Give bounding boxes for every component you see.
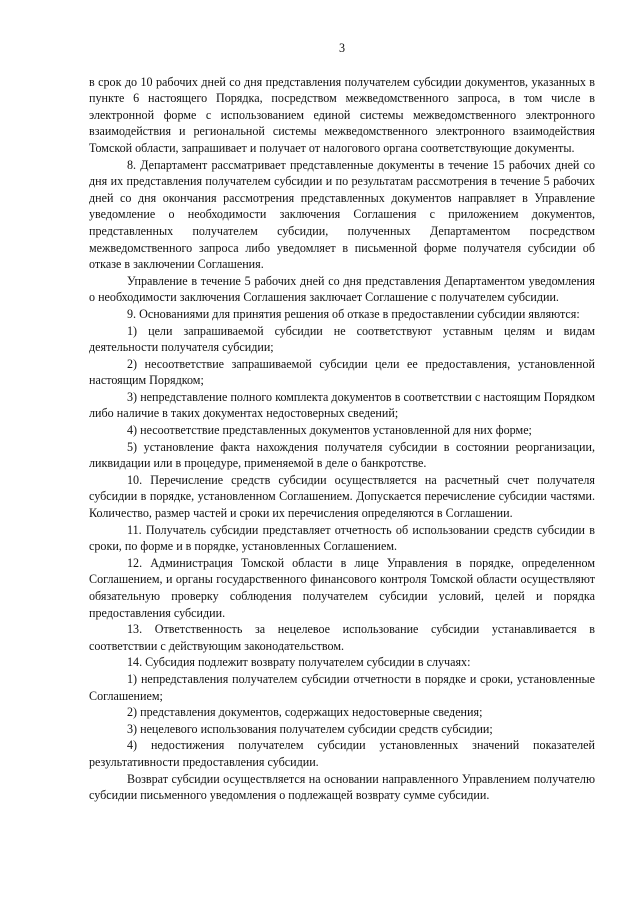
list-item-return-2: 2) представления документов, содержащих недостоверные сведения; xyxy=(127,705,483,720)
paragraph-item-9: 9. Основаниями для принятия решения об отказе в предоставлении субсидии являются: xyxy=(127,306,580,321)
paragraph-return-procedure: Возврат субсидии осуществляется на основании направленного Управлением получателю субсидии письменного уведомления о подлежащей возврату сумме субсидии. xyxy=(89,771,595,803)
paragraph-item-12: 12. Администрация Томской области в лице Управления в порядке, определенном Соглашением, и органы государственного финансового контроля Томской области осуществляют обязательную проверку соблюдения получателем субсидии условий, целей и порядка предоставления субсидии. xyxy=(89,555,595,620)
paragraph-agreement-conclusion: Управление в течение 5 рабочих дней со дня представления Департаментом уведомления о необходимости заключения Соглашения заключает Соглашение с получателем субсидии. xyxy=(89,273,595,305)
list-item-refusal-2: 2) несоответствие запрашиваемой субсидии цели ее предоставления, установленной настоящим Порядком; xyxy=(89,356,595,388)
list-item-refusal-4: 4) несоответствие представленных документов установленной для них форме; xyxy=(127,423,532,438)
list-item-refusal-1: 1) цели запрашиваемой субсидии не соответствуют уставным целям и видам деятельности получателя субсидии; xyxy=(89,323,595,355)
list-item-return-1: 1) непредставления получателем субсидии отчетности в порядке и сроки, установленные Соглашением; xyxy=(89,671,595,703)
paragraph-item-10: 10. Перечисление средств субсидии осуществляется на расчетный счет получателя субсидии в порядке, установленном Соглашением. Допускается перечисление субсидии частями. Количество, размер частей и сроки их перечисления определяются в Соглашении. xyxy=(89,472,595,521)
paragraph-item-13: 13. Ответственность за нецелевое использование субсидии устанавливается в соответствии с действующим законодательством. xyxy=(89,622,595,653)
document-page xyxy=(89,40,595,804)
list-item-refusal-3: 3) непредставление полного комплекта документов в соответствии с настоящим Порядком либо наличие в таких документах недостоверных сведений; xyxy=(89,389,595,421)
list-item-return-3: 3) нецелевого использования получателем субсидии средств субсидии; xyxy=(127,721,493,736)
paragraph-continuation: в срок до 10 рабочих дней со дня представления получателем субсидии документов, указанных в пункте 6 настоящего Порядка, посредством межведомственного запроса, в том числе в электронной форме с использованием единой системы межведомственного электронного взаимодействия и региональной системы межведомственного электронного взаимодействия Томской области, запрашивает и получает от налогового органа соответствующие документы. xyxy=(89,74,595,155)
list-item-refusal-5: 5) установление факта нахождения получателя субсидии в состоянии реорганизации, ликвидации или в процедуре, применяемой в деле о банкротстве. xyxy=(89,439,595,471)
page-number: 3 xyxy=(338,41,346,55)
paragraph-item-8: 8. Департамент рассматривает представленные документы в течение 15 рабочих дней со дня их представления получателем субсидии и по результатам рассмотрения в течение 5 рабочих дней со дня окончания рассмотрения представленных документов направляет в Управление уведомление о необходимости заключения Соглашения с приложением документов, представленных получателем субсидии, полученных Департаментом посредством межведомственного запроса либо уведомляет в письменной форме получателя субсидии об отказе в заключении Соглашения. xyxy=(89,157,595,272)
list-item-return-4: 4) недостижения получателем субсидии установленных значений показателей результативности предоставления субсидии. xyxy=(89,738,595,769)
paragraph-item-11: 11. Получатель субсидии представляет отчетность об использовании средств субсидии в сроки, по форме и в порядке, установленных Соглашением. xyxy=(89,522,595,554)
paragraph-item-14: 14. Субсидия подлежит возврату получателем субсидии в случаях: xyxy=(127,655,471,670)
